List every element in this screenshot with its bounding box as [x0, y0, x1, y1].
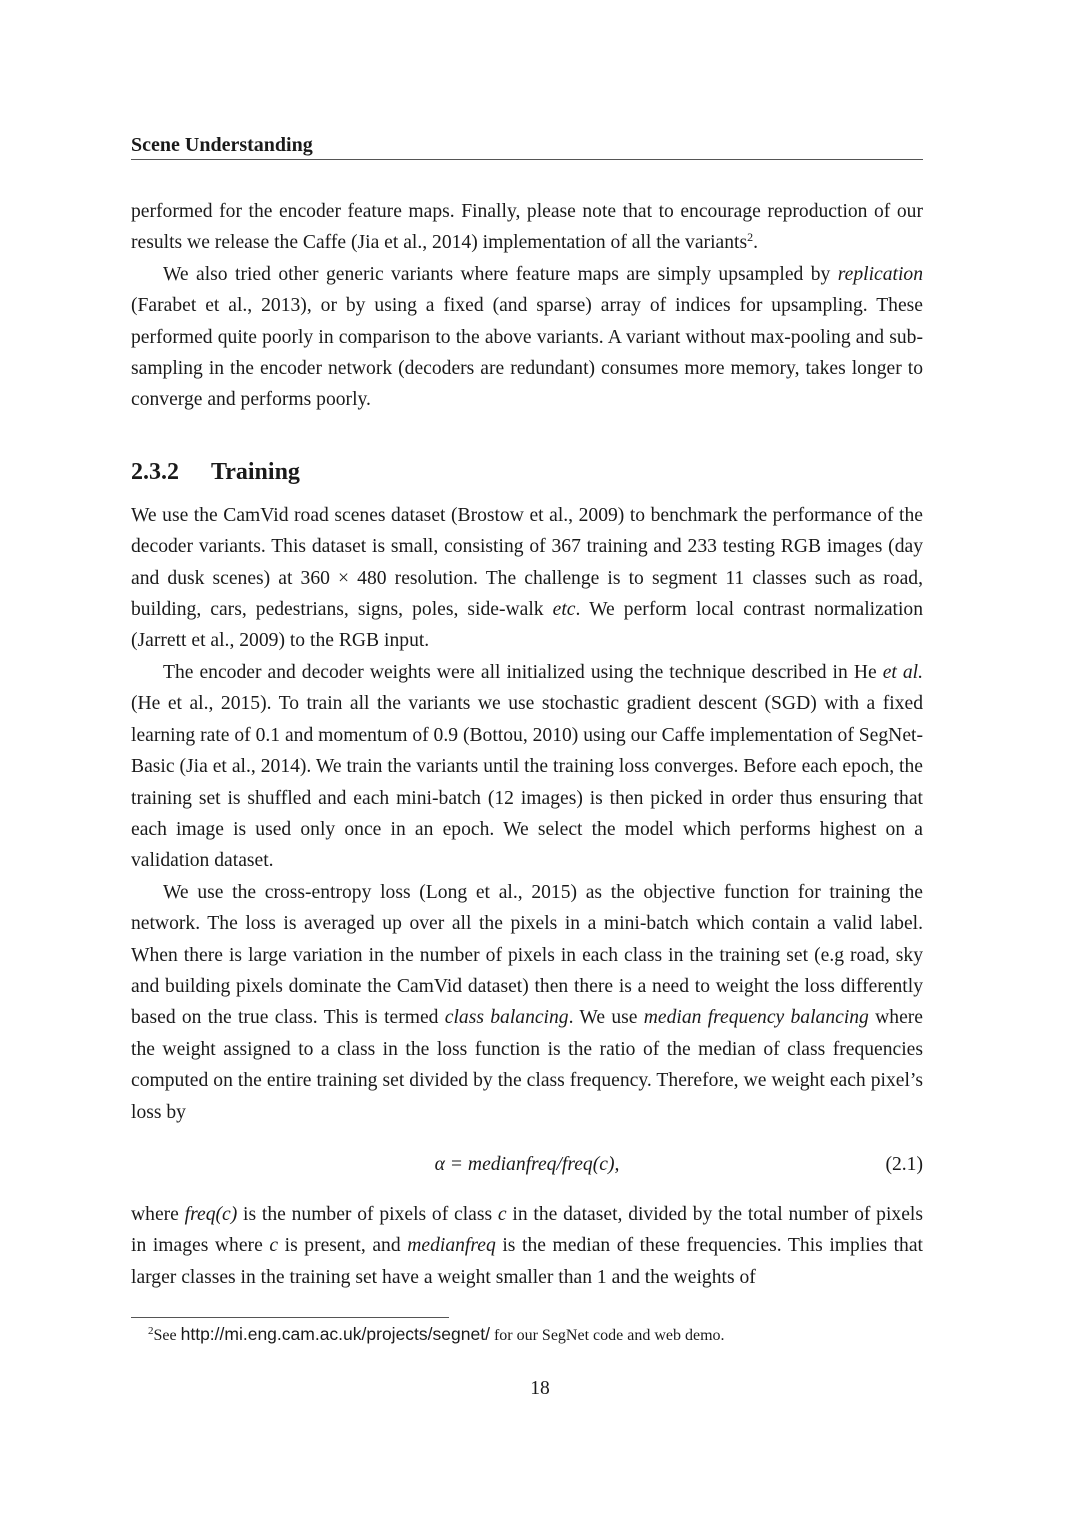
paragraph-freq-definition: where freq(c) is the number of pixels of class c in the dataset, divided by the total number of pixels in images where c is present, and medianfreq is the median of these frequencies. This implies that larger classes in the training set have a weight smaller than 1 and the weights of	[131, 1203, 923, 1288]
running-head: Scene Understanding	[131, 134, 313, 156]
section-heading	[131, 457, 923, 487]
paragraph-reproduction: performed for the encoder feature maps. Finally, please note that to encourage reproduction of our results we release the Caffe (Jia et al., 2014) implementation of all the variants$^2$.	[131, 201, 923, 254]
footnote-reference[interactable]: 2	[747, 230, 754, 245]
body-text	[131, 196, 923, 1293]
footnote-link[interactable]: http://mi.eng.cam.ac.uk/projects/segnet/	[180, 1324, 490, 1344]
section-number: 2.3.2	[131, 458, 179, 485]
equation-formula: α = medianfreq/freq(c),	[434, 1153, 620, 1175]
paragraph-initialization: The encoder and decoder weights were all initialized using the technique described in He et al. (He et al., 2015). To train all the variants we use stochastic gradient descent (SGD) with a fixed learning rate of 0.1 and momentum of 0.9 (Bottou, 2010) using our Caffe implementation of SegNet-Basic (Jia et al., 2014). We train the variants until the training loss converges. Before each epoch, the training set is shuffled and each mini-batch (12 images) is then picked in order thus ensuring that each image is used only once in an epoch. We select the model which performs highest on a validation dataset.	[131, 661, 923, 872]
header-rule	[131, 159, 923, 160]
paragraph-other-variants: We also tried other generic variants where feature maps are simply upsampled by replication (Farabet et al., 2013), or by using a fixed (and sparse) array of indices for upsampling. These performed quite poorly in comparison to the above variants. A variant without max-pooling and sub-sampling in the encoder network (decoders are redundant) consumes more memory, takes longer to converge and performs poorly.	[131, 263, 923, 411]
page-number: 18	[530, 1378, 550, 1399]
section-title: Training	[211, 458, 300, 485]
equation-2-1	[131, 1145, 923, 1185]
paragraph-camvid: We use the CamVid road scenes dataset (Brostow et al., 2009) to benchmark the performance of the decoder variants. This dataset is small, consisting of 367 training and 233 testing RGB images (day and dusk scenes) at 360 × 480 resolution. The challenge is to segment 11 classes such as road, building, cars, pedestrians, signs, poles, side-walk etc. We perform local contrast normalization (Jarrett et al., 2009) to the RGB input.	[131, 504, 923, 652]
equation-number: (2.1)	[885, 1153, 923, 1175]
footnote-rule	[131, 1317, 449, 1318]
footnote: $^2$See http://mi.eng.cam.ac.uk/projects/segnet/ for our SegNet code and web demo.	[148, 1324, 725, 1344]
paragraph-loss: We use the cross-entropy loss (Long et al., 2015) as the objective function for training the network. The loss is averaged up over all the pixels in a mini-batch which contain a valid label. When there is large variation in the number of pixels in each class in the training set (e.g road, sky and building pixels dominate the CamVid dataset) then there is a need to weight the loss differently based on the true class. This is termed class balancing. We use median frequency balancing where the weight assigned to a class in the loss function is the ratio of the median of class frequencies computed on the entire training set divided by the class frequency. Therefore, we weight each pixel’s loss by	[131, 881, 924, 1123]
footnote-mark: 2	[148, 1325, 154, 1337]
